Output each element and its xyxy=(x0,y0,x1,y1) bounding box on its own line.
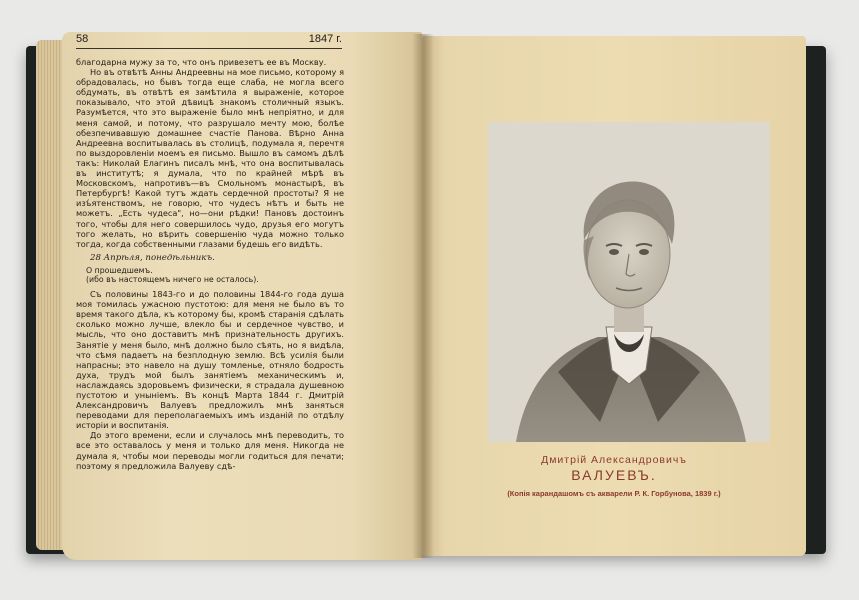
page-number: 58 xyxy=(76,33,89,45)
paragraph: Но въ отвѣтѣ Анны Андреевны на мое письмо, которому я обрадовалась, но бывъ тогда еще слаба, не могла всего обдумать, въ отвѣтѣ ея замѣтила я выраженіе, которое показывало, что этой дѣвицѣ знакомъ столичный языкъ. Разумѣется, что это выраженіе было мнѣ непріятно, и для меня самой, и потому, что разрушало мечту мою, болѣе обезпечивавшую домашнее счастіе Панова. Вѣрно Анна Андреевна воспитывалась въ столицѣ, подумала я, перечтя по выздоровленіи моемъ ея письмо. Вышло въ самомъ дѣлѣ такъ: Николай Елагинъ писалъ мнѣ, что она воспитывалась въ институтѣ; я думала, что по крайней мѣрѣ въ Московскомъ, напротивъ—въ Смольномъ монастырѣ, въ Петербургѣ! Какой тутъ ждать сердечной простоты? Я не изъ́ятенствомъ, не говорю, что чудесъ нѣтъ и быть не можетъ. „Есть чудеса", но—они рѣдки! Пановъ достоинъ того, чтобы для него совершилось чудо, друзья его могутъ того желать, но вѣрить совершенію чуда можно только тогда, когда собственными глазами будешь его видѣть. xyxy=(76,67,344,249)
epigraph xyxy=(86,266,344,285)
paragraph: До этого времени, если и случалось мнѣ переводить, то все это оставалось у меня и только для меня. Никогда не думала я, чтобы мои переводы могли годиться для печати; поэтому я предложила Валуеву сдѣ- xyxy=(76,430,344,471)
epigraph-line: О прошедшемъ. xyxy=(86,265,153,275)
portrait-illustration xyxy=(488,122,770,442)
portrait-drawing xyxy=(488,122,770,442)
portrait-caption xyxy=(442,454,786,498)
caption-surname-line: ВАЛУЕВЪ. xyxy=(571,467,657,483)
running-head: 1847 г. xyxy=(308,33,342,45)
caption-name-line: Дмитрій Александровичъ xyxy=(541,454,687,466)
epigraph-line: (ибо въ настоящемъ ничего не осталось). xyxy=(86,275,259,285)
paragraph: благодарна мужу за то, что онъ привезетъ ее въ Москву. xyxy=(76,57,327,67)
caption-source-note: (Копія карандашомъ съ акварели Р. К. Горбунова, 1839 г.) xyxy=(507,489,721,498)
right-page xyxy=(422,36,806,556)
body-text xyxy=(76,57,344,471)
date-heading: 28 Апрѣля, понедѣльникъ. xyxy=(90,252,215,263)
paragraph: Съ половины 1843-го и до половины 1844-го года душа моя томилась ужасною пустотою: для меня не было въ то время такого дѣла, къ которому бы, кромѣ старанія сдѣлать сколько можно лучше, влекло бы и сердечное чувство, и мысль, что оно доставитъ мнѣ признательность другихъ. Занятіе у меня было, мнѣ должно было сѣять, но я видѣла, что сѣмя падаетъ на безплодную землю. Всѣ усилія были напрасны; это навело на душу томленье, отняло бодрость духа, трудъ мой былъ занятіемъ механическимъ и, наслаждаясь здоровьемъ физически, я страдала душевною пустотою и уныніемъ. Въ концѣ Марта 1844 г. Дмитрій Александровичъ Валуевъ предложилъ мнѣ заняться переводами для переполагаемыхъ имъ изданій по отдѣлу исторіи и воспитанія. xyxy=(76,289,344,431)
page-header xyxy=(76,33,342,49)
